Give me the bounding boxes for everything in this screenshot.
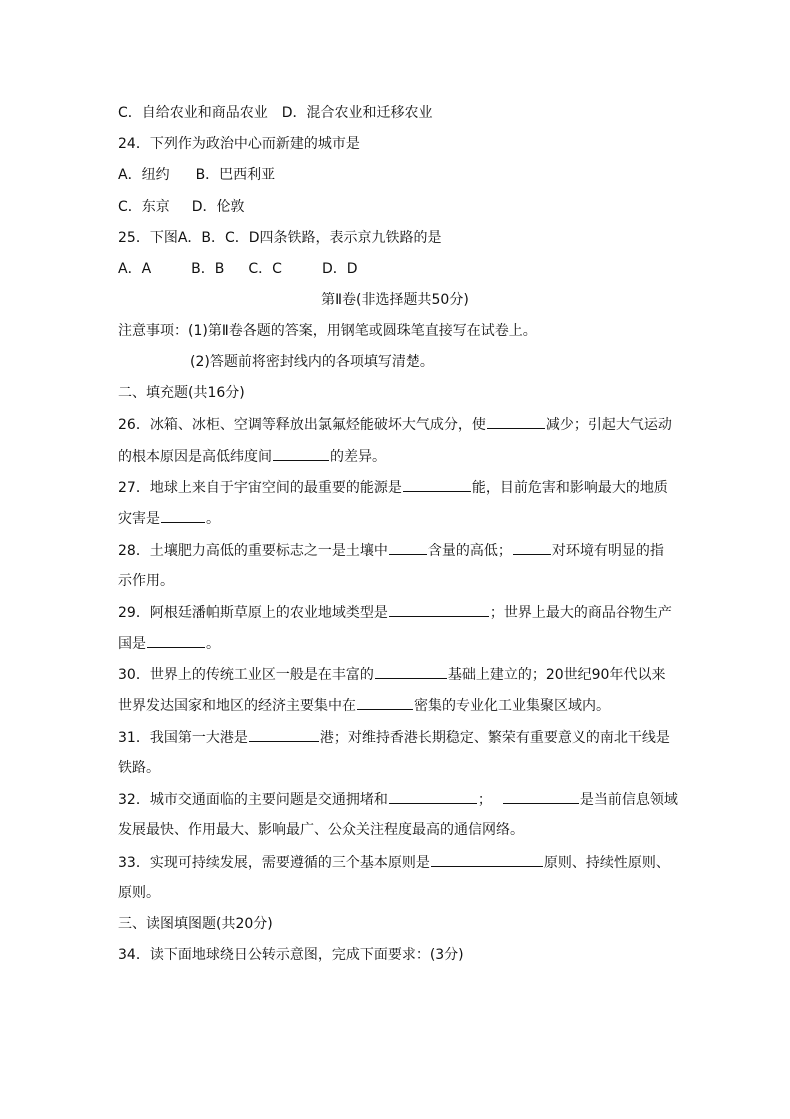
q27-line2: 灾害是 。 bbox=[118, 508, 220, 528]
section2-note2: (2)答题前将密封线内的各项填写清楚。 bbox=[190, 354, 434, 370]
q30-line2: 世界发达国家和地区的经济主要集中在 密集的专业化工业集聚区域内。 bbox=[118, 695, 610, 715]
answer-blank[interactable] bbox=[389, 540, 427, 555]
q24-stem: 24．下列作为政治中心而新建的城市是 bbox=[118, 136, 360, 152]
q32-line2: 发展最快、作用最大、影响最广、公众关注程度最高的通信网络。 bbox=[118, 822, 524, 838]
answer-blank[interactable] bbox=[161, 508, 205, 523]
q25-option-a: A．A bbox=[118, 261, 152, 277]
answer-blank[interactable] bbox=[403, 477, 471, 492]
q24-options-cd bbox=[118, 197, 245, 217]
q26-line2: 的根本原因是高低纬度间 的差异。 bbox=[118, 446, 386, 466]
q29-line1: 29．阿根廷潘帕斯草原上的农业地域类型是 ；世界上最大的商品谷物生产 bbox=[118, 602, 672, 622]
answer-blank[interactable] bbox=[273, 446, 329, 461]
answer-blank[interactable] bbox=[389, 602, 489, 617]
q34-stem: 34．读下面地球绕日公转示意图，完成下面要求：(3分) bbox=[118, 947, 464, 963]
section2-title: 第Ⅱ卷(非选择题共50分) bbox=[321, 292, 469, 308]
q33-line1: 33．实现可持续发展，需要遵循的三个基本原则是 原则、持续性原则、 bbox=[118, 852, 670, 872]
q26-line1: 26．冰箱、冰柜、空调等释放出氯氟烃能破坏大气成分，使 减少；引起大气运动 bbox=[118, 414, 672, 434]
answer-blank[interactable] bbox=[503, 789, 579, 804]
answer-blank[interactable] bbox=[431, 852, 543, 867]
q27-line1: 27．地球上来自于宇宙空间的最重要的能源是 能，目前危害和影响最大的地质 bbox=[118, 477, 668, 497]
q24-option-c: C．东京 bbox=[118, 199, 170, 215]
q29-line2: 国是 。 bbox=[118, 633, 220, 653]
fill-section-heading: 二、填充题(共16分) bbox=[118, 385, 245, 401]
q24-option-a: A．纽约 bbox=[118, 167, 170, 183]
section2-note1: 注意事项：(1)第Ⅱ卷各题的答案，用钢笔或圆珠笔直接写在试卷上。 bbox=[118, 323, 537, 339]
q25-option-b: B．B bbox=[191, 261, 225, 277]
q31-line1: 31．我国第一大港是 港；对维持香港长期稳定、繁荣有重要意义的南北干线是 bbox=[118, 727, 670, 747]
q25-options bbox=[118, 259, 358, 279]
q25-option-d: D．D bbox=[321, 261, 358, 277]
q23-options-cd: C．自给农业和商品农业 D．混合农业和迁移农业 bbox=[118, 105, 433, 121]
q24-option-d: D．伦敦 bbox=[191, 199, 245, 215]
q32-line1: 32．城市交通面临的主要问题是交通拥堵和 ； 是当前信息领域 bbox=[118, 789, 678, 809]
answer-blank[interactable] bbox=[389, 789, 477, 804]
q24-options-ab bbox=[118, 165, 275, 185]
q25-option-c: C．C bbox=[248, 261, 282, 277]
map-section-heading: 三、读图填图题(共20分) bbox=[118, 916, 273, 932]
q24-option-b: B．巴西利亚 bbox=[195, 167, 276, 183]
q28-line1: 28．土壤肥力高低的重要标志之一是土壤中 含量的高低； 对环境有明显的指 bbox=[118, 540, 664, 560]
answer-blank[interactable] bbox=[147, 633, 205, 648]
q28-line2: 示作用。 bbox=[118, 573, 174, 589]
answer-blank[interactable] bbox=[513, 540, 551, 555]
q25-stem: 25．下图A．B．C．D四条铁路，表示京九铁路的是 bbox=[118, 230, 442, 246]
answer-blank[interactable] bbox=[487, 414, 545, 429]
q30-line1: 30．世界上的传统工业区一般是在丰富的 基础上建立的；20世纪90年代以来 bbox=[118, 664, 665, 684]
q33-line2: 原则。 bbox=[118, 885, 160, 901]
answer-blank[interactable] bbox=[249, 727, 319, 742]
q31-line2: 铁路。 bbox=[118, 760, 160, 776]
answer-blank[interactable] bbox=[375, 664, 447, 679]
answer-blank[interactable] bbox=[357, 695, 413, 710]
